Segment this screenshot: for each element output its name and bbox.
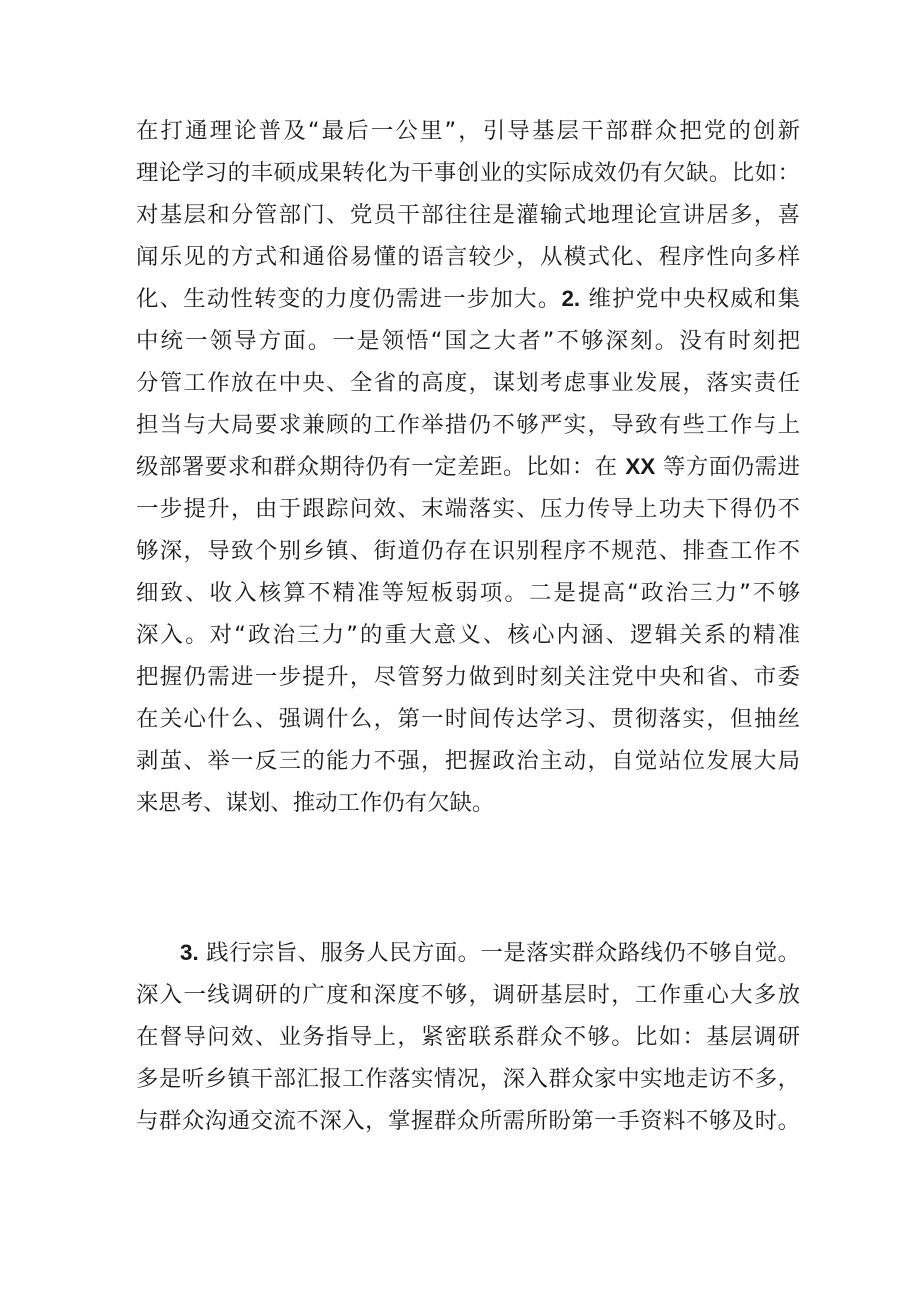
text-line: 在打通理论普及“最后一公里”，引导基层干部群众把党的创新 bbox=[136, 118, 800, 144]
text-run: 践行宗旨、服务人民方面。一是落实群众路线仍不够自觉。 bbox=[198, 940, 800, 966]
text-line: 在督导问效、业务指导上，紧密联系群众不够。比如：基层调研 bbox=[136, 1024, 800, 1050]
text-line bbox=[136, 278, 800, 320]
text-line: 对基层和分管部门、党员干部往往是灌输式地理论宣讲居多，喜 bbox=[136, 202, 800, 228]
text-line bbox=[136, 446, 800, 488]
text-run: 等方面仍需进 bbox=[662, 454, 800, 480]
text-line: 一步提升，由于跟踪问效、末端落实、压力传导上功夫下得仍不 bbox=[136, 496, 800, 522]
text-line: 多是听乡镇干部汇报工作落实情况，深入群众家中实地走访不多， bbox=[136, 1066, 800, 1092]
text-line: 闻乐见的方式和通俗易懂的语言较少，从模式化、程序性向多样 bbox=[136, 244, 800, 270]
paragraph-2 bbox=[136, 932, 800, 1142]
text-line: 在关心什么、强调什么，第一时间传达学习、贯彻落实，但抽丝 bbox=[136, 706, 800, 732]
text-line: 来思考、谋划、推动工作仍有欠缺。 bbox=[136, 790, 495, 816]
text-line: 够深，导致个别乡镇、街道仍存在识别程序不规范、排查工作不 bbox=[136, 538, 800, 564]
text-line bbox=[136, 932, 800, 974]
section-number: 2. bbox=[561, 286, 581, 311]
text-line: 中统一领导方面。一是领悟“国之大者”不够深刻。没有时刻把 bbox=[136, 328, 800, 354]
text-line: 与群众沟通交流不深入，掌握群众所需所盼第一手资料不够及时。 bbox=[136, 1108, 800, 1134]
text-line: 担当与大局要求兼顾的工作举措仍不够严实，导致有些工作与上 bbox=[136, 412, 800, 438]
text-run: 级部署要求和群众期待仍有一定差距。比如：在 bbox=[136, 454, 618, 480]
text-run: 化、生动性转变的力度仍需进一步加大。 bbox=[136, 286, 562, 312]
text-line: 分管工作放在中央、全省的高度，谋划考虑事业发展，落实责任 bbox=[136, 370, 800, 396]
paragraph-1 bbox=[136, 110, 800, 824]
section-number: 3. bbox=[180, 940, 199, 965]
text-line: 剥茧、举一反三的能力不强，把握政治主动，自觉站位发展大局 bbox=[136, 748, 800, 774]
text-line: 把握仍需进一步提升，尽管努力做到时刻关注党中央和省、市委 bbox=[136, 664, 800, 690]
text-run: 维护党中央权威和集 bbox=[580, 286, 800, 312]
text-line: 深入。对“政治三力”的重大意义、核心内涵、逻辑关系的精准 bbox=[136, 622, 800, 648]
placeholder-xx: XX bbox=[625, 454, 656, 479]
text-line: 细致、收入核算不精准等短板弱项。二是提高“政治三力”不够 bbox=[136, 580, 800, 606]
text-line: 理论学习的丰硕成果转化为干事创业的实际成效仍有欠缺。比如： bbox=[136, 160, 800, 186]
text-line: 深入一线调研的广度和深度不够，调研基层时，工作重心大多放 bbox=[136, 982, 800, 1008]
